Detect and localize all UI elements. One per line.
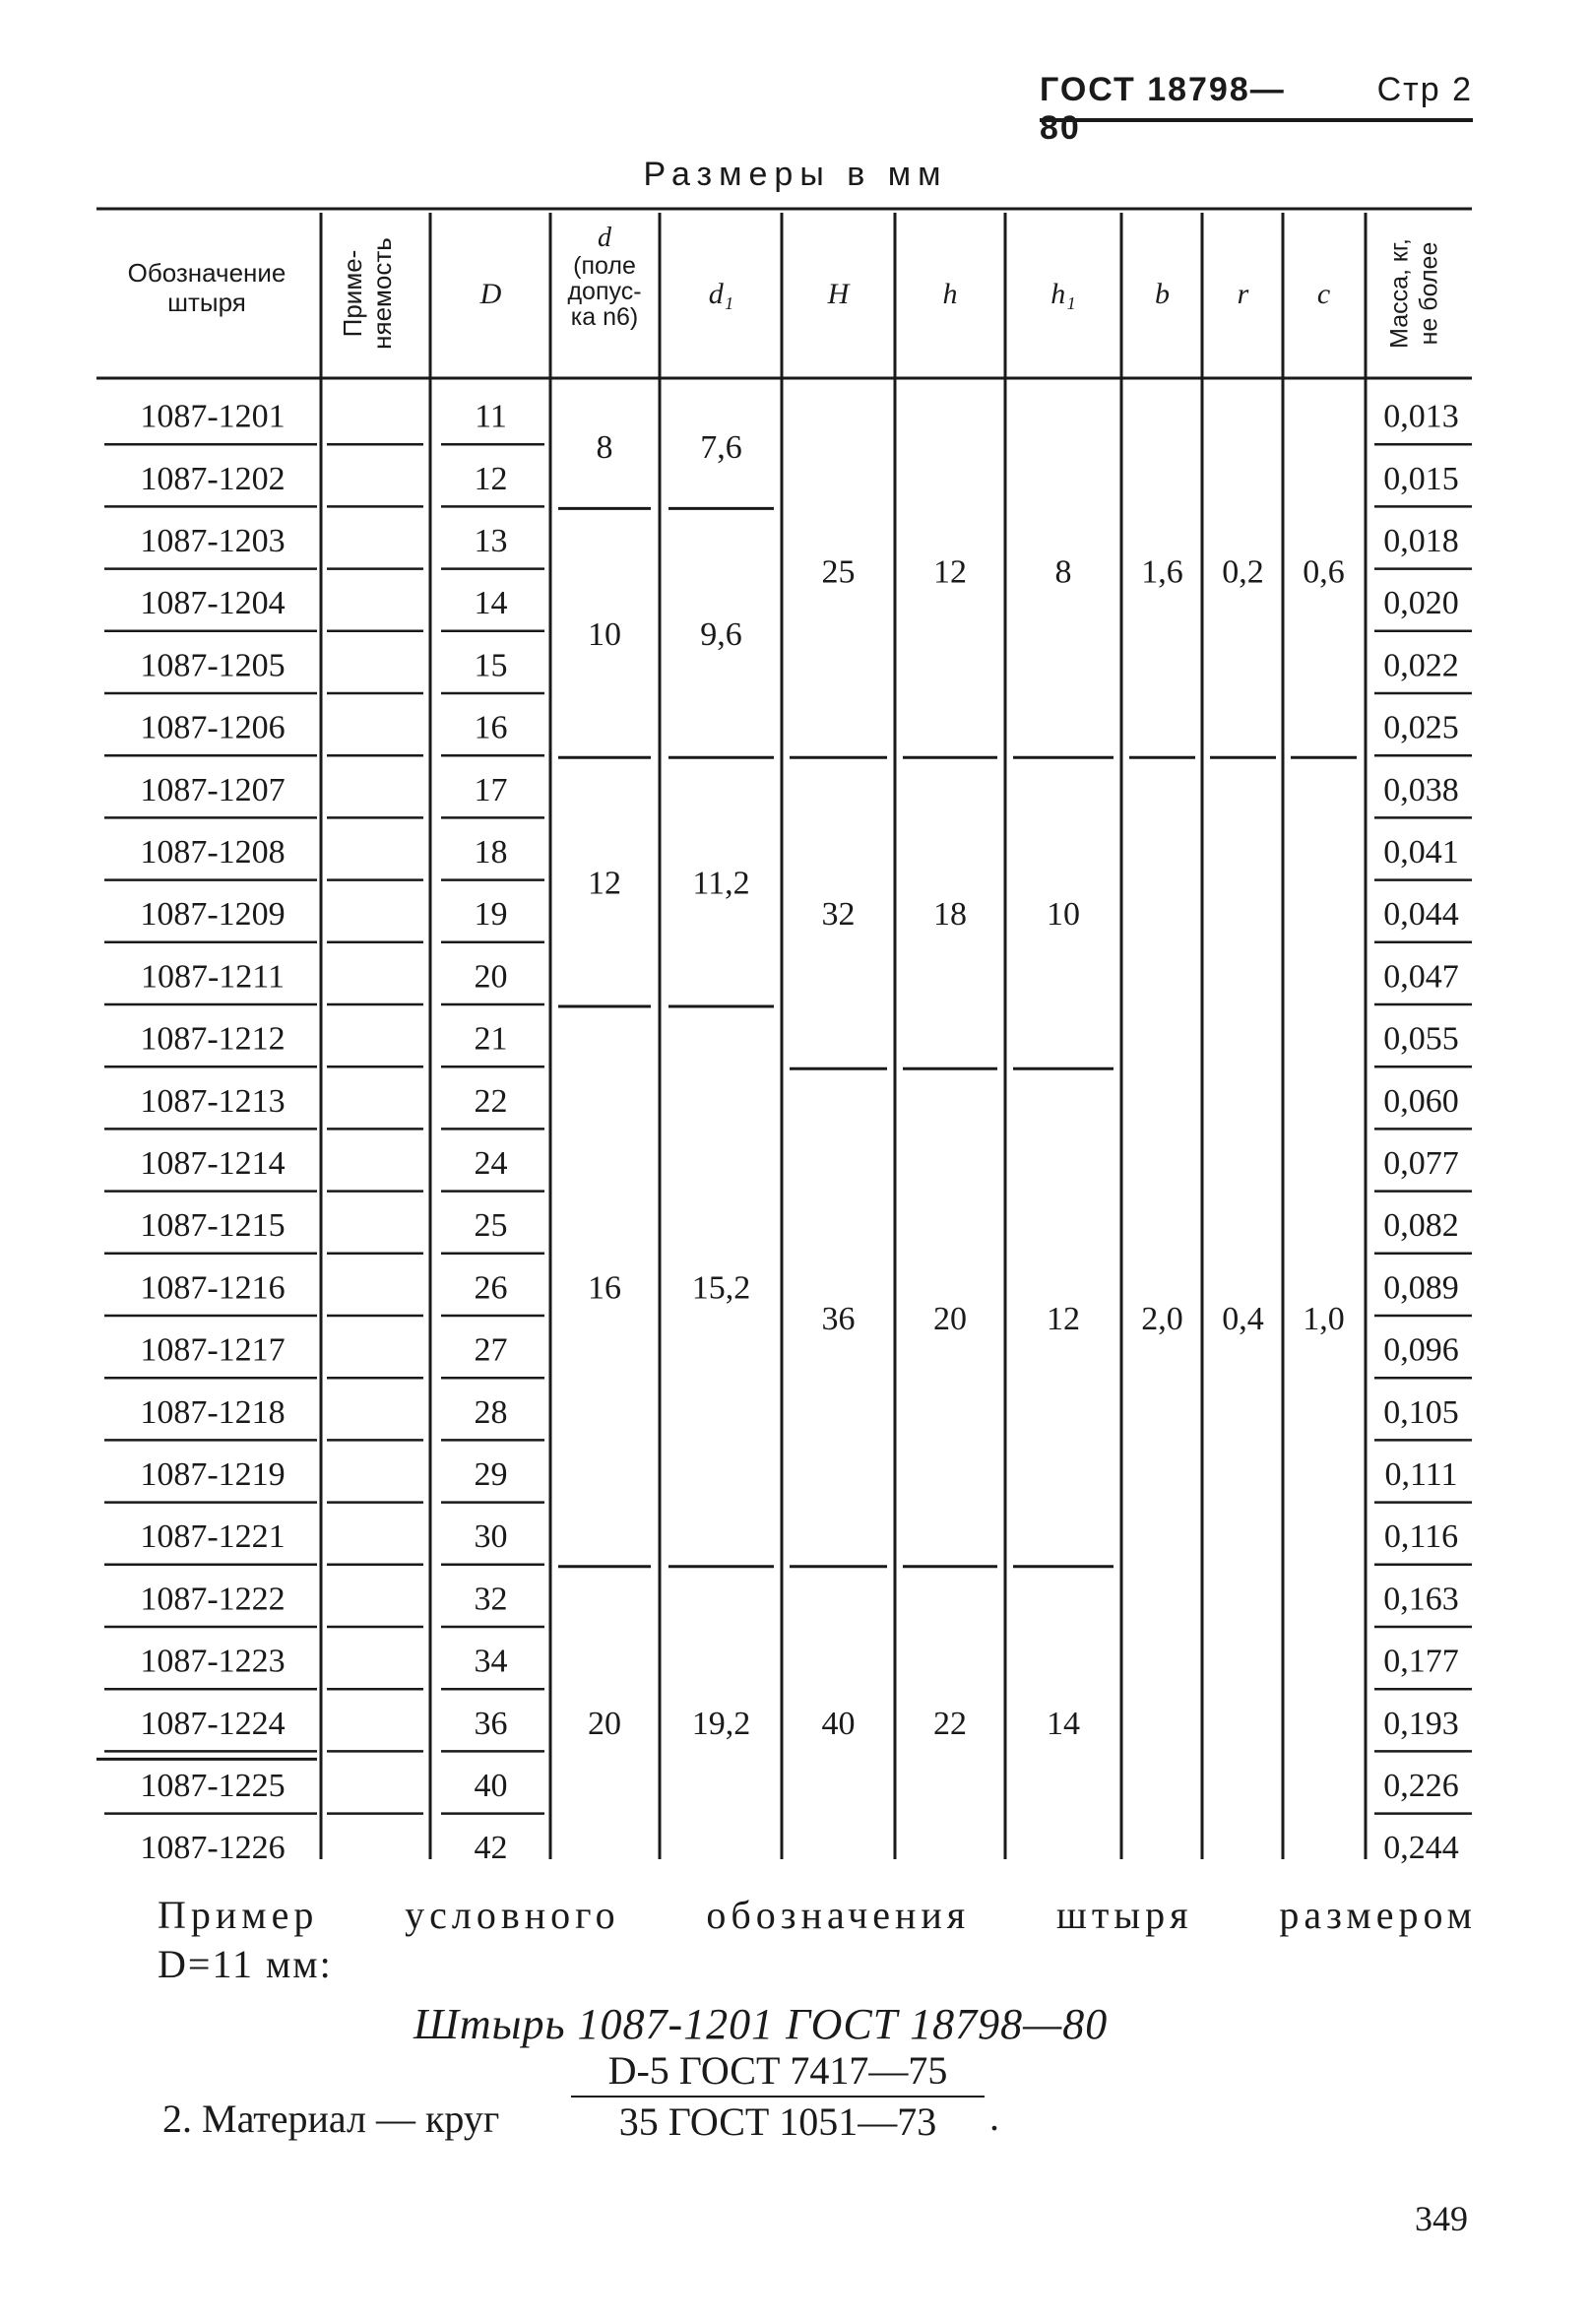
cell-mass: 0,163 (1383, 1581, 1459, 1618)
cell-h: 22 (933, 1705, 967, 1742)
header-d: d (598, 223, 611, 253)
cell-h: 20 (933, 1301, 967, 1337)
header-applicability: няемость (367, 237, 397, 350)
cell-mass: 0,047 (1383, 958, 1459, 996)
cell-mass: 0,244 (1383, 1830, 1459, 1867)
cell-code: 1087-1215 (140, 1207, 286, 1245)
cell-h: 12 (933, 553, 967, 591)
cell-code: 1087-1226 (140, 1830, 286, 1867)
cell-d: 16 (588, 1269, 621, 1307)
cell-d: 12 (588, 865, 621, 902)
cell-d: 8 (596, 429, 613, 467)
header-H: H (827, 278, 850, 310)
example-designation: Штырь 1087-1201 ГОСТ 18798—80 (414, 2000, 1109, 2048)
cell-d1: 11,2 (692, 865, 750, 902)
page-number: 349 (1415, 2199, 1468, 2238)
cell-mass: 0,013 (1383, 398, 1459, 435)
cell-mass: 0,055 (1383, 1020, 1459, 1058)
header-mass: не более (1415, 241, 1443, 346)
cell-D: 42 (474, 1830, 508, 1867)
designation-example (158, 1891, 1477, 1989)
cell-r: 0,4 (1222, 1301, 1264, 1337)
cell-mass: 0,116 (1383, 1518, 1459, 1556)
cell-mass: 0,020 (1383, 585, 1459, 622)
cell-d1: 19,2 (691, 1705, 751, 1742)
cell-code: 1087-1208 (140, 834, 286, 871)
dimensions-caption: Размеры в мм (643, 156, 948, 193)
header-applicability: Приме- (338, 249, 367, 338)
cell-mass: 0,111 (1384, 1456, 1458, 1493)
header-designation: Обозначение (127, 258, 286, 288)
cell-code: 1087-1216 (140, 1269, 286, 1307)
cell-D: 11 (475, 398, 507, 435)
cell-code: 1087-1214 (140, 1145, 286, 1182)
header-b: b (1155, 278, 1170, 310)
cell-D: 18 (474, 834, 508, 871)
cell-c: 0,6 (1303, 553, 1345, 591)
header-mass: Масса, кг, (1385, 238, 1414, 349)
cell-c: 1,0 (1303, 1301, 1345, 1337)
cell-mass: 0,177 (1383, 1643, 1459, 1680)
cell-mass: 0,022 (1383, 647, 1459, 684)
cell-D: 34 (474, 1643, 508, 1680)
cell-d1: 15,2 (691, 1269, 751, 1307)
cell-code: 1087-1212 (140, 1020, 286, 1058)
cell-D: 14 (474, 585, 508, 622)
header-c: c (1316, 278, 1331, 310)
cell-code: 1087-1206 (140, 709, 286, 746)
example-word: Пример (158, 1893, 319, 1937)
cell-d: 20 (588, 1705, 621, 1742)
cell-D: 21 (474, 1020, 508, 1058)
cell-code: 1087-1203 (140, 523, 286, 559)
cell-H: 40 (821, 1705, 856, 1742)
cell-mass: 0,060 (1383, 1082, 1459, 1120)
material-denominator: 35 ГОСТ 1051—73 (618, 2099, 937, 2144)
cell-D: 36 (474, 1705, 508, 1742)
material-dot: . (989, 2095, 999, 2139)
cell-D: 13 (474, 523, 508, 559)
header-d: ка n6) (570, 303, 639, 331)
cell-code: 1087-1205 (140, 647, 286, 684)
cell-d1: 7,6 (700, 429, 742, 467)
cell-h1: 8 (1054, 553, 1072, 591)
header-h1: h₁ (1050, 278, 1076, 310)
example-size: D=11 мм: (158, 1942, 333, 1986)
cell-D: 40 (474, 1768, 508, 1804)
page-label: Стр 2 (1376, 71, 1473, 108)
cell-D: 26 (474, 1269, 508, 1307)
cell-code: 1087-1201 (140, 398, 286, 435)
cell-h1: 14 (1047, 1705, 1080, 1742)
standard-number: ГОСТ 18798—80 (1040, 71, 1286, 147)
cell-code: 1087-1223 (140, 1643, 286, 1680)
cell-b: 1,6 (1141, 553, 1183, 591)
cell-D: 17 (474, 771, 508, 808)
cell-D: 15 (474, 647, 508, 684)
cell-mass: 0,105 (1383, 1393, 1459, 1431)
cell-H: 32 (821, 896, 856, 934)
material-label: 2. Материал — круг (162, 2097, 500, 2141)
cell-r: 0,2 (1222, 553, 1264, 591)
cell-code: 1087-1202 (140, 460, 286, 497)
cell-code: 1087-1219 (140, 1456, 286, 1493)
cell-mass: 0,089 (1383, 1269, 1459, 1307)
cell-mass: 0,038 (1383, 771, 1459, 808)
cell-mass: 0,025 (1383, 709, 1459, 746)
cell-D: 29 (474, 1456, 508, 1493)
cell-mass: 0,193 (1383, 1705, 1459, 1742)
header-D: D (479, 278, 502, 310)
cell-D: 16 (474, 709, 508, 746)
cell-mass: 0,041 (1383, 834, 1459, 871)
cell-mass: 0,082 (1383, 1207, 1459, 1245)
cell-code: 1087-1221 (140, 1518, 286, 1556)
example-word: штыря (1056, 1893, 1193, 1937)
cell-h1: 10 (1047, 896, 1080, 934)
cell-code: 1087-1213 (140, 1082, 286, 1120)
example-word: обозначения (706, 1893, 971, 1937)
cell-mass: 0,096 (1383, 1331, 1459, 1369)
header-h: h (942, 278, 958, 310)
cell-D: 30 (474, 1518, 508, 1556)
cell-h1: 12 (1047, 1301, 1080, 1337)
cell-D: 27 (474, 1331, 508, 1369)
cell-H: 25 (821, 553, 856, 591)
header-d: (поле (573, 252, 636, 280)
cell-D: 28 (474, 1393, 508, 1431)
cell-H: 36 (821, 1301, 856, 1337)
cell-d1: 9,6 (700, 615, 742, 653)
cell-b: 2,0 (1141, 1301, 1183, 1337)
cell-h: 18 (933, 896, 967, 934)
cell-code: 1087-1224 (140, 1705, 286, 1742)
cell-code: 1087-1222 (140, 1581, 286, 1618)
cell-mass: 0,226 (1383, 1768, 1459, 1804)
material-numerator: D-5 ГОСТ 7417—75 (607, 2048, 948, 2093)
cell-code: 1087-1207 (140, 771, 286, 808)
example-word: размером (1279, 1893, 1477, 1937)
header-d1: d₁ (708, 278, 734, 310)
example-sentence (158, 1891, 1477, 1940)
header-r: r (1237, 278, 1249, 310)
cell-code: 1087-1217 (140, 1331, 286, 1369)
header-d: допус- (567, 278, 642, 305)
example-word: условного (405, 1893, 620, 1937)
cell-code: 1087-1204 (140, 585, 286, 622)
cell-D: 20 (474, 958, 508, 996)
cell-code: 1087-1211 (140, 958, 286, 996)
cell-code: 1087-1225 (140, 1768, 286, 1804)
material-fraction (571, 2046, 985, 2147)
cell-D: 32 (474, 1581, 508, 1618)
cell-D: 24 (474, 1145, 508, 1182)
header-designation: штыря (167, 288, 246, 317)
cell-mass: 0,018 (1383, 523, 1459, 559)
cell-code: 1087-1218 (140, 1393, 286, 1431)
cell-D: 25 (474, 1207, 508, 1245)
cell-code: 1087-1209 (140, 896, 286, 934)
cell-mass: 0,044 (1383, 896, 1459, 934)
cell-D: 12 (474, 460, 508, 497)
cell-D: 19 (474, 896, 508, 934)
cell-D: 22 (474, 1082, 508, 1120)
cell-mass: 0,077 (1383, 1145, 1459, 1182)
cell-d: 10 (588, 615, 621, 653)
cell-mass: 0,015 (1383, 460, 1459, 497)
